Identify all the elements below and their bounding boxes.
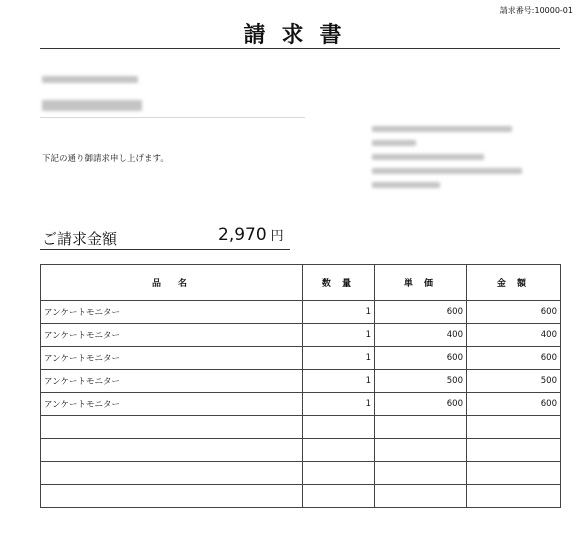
unit-price-cell	[375, 439, 467, 462]
column-header-amount: 金 額	[467, 265, 561, 301]
table-row	[41, 393, 561, 416]
column-header-unit-price: 単 価	[375, 265, 467, 301]
invoice-number: 請求番号:10000-01	[499, 6, 573, 15]
unit-price-cell: 400	[375, 324, 467, 347]
table-row	[41, 301, 561, 324]
table-row-empty	[41, 462, 561, 485]
item-name-cell: アンケートモニター	[41, 393, 303, 416]
recipient-underline	[40, 117, 305, 118]
item-name-cell: アンケートモニター	[41, 324, 303, 347]
table-header-row	[41, 265, 561, 301]
table-row	[41, 347, 561, 370]
item-name-cell	[41, 485, 303, 508]
table-row	[41, 370, 561, 393]
amount-label: ご請求金額	[42, 230, 118, 248]
table-row-empty	[41, 485, 561, 508]
amount-unit: 円	[270, 229, 284, 244]
amount-cell: 600	[467, 347, 561, 370]
table-row-empty	[41, 439, 561, 462]
item-name-cell: アンケートモニター	[41, 347, 303, 370]
amount-cell: 600	[467, 301, 561, 324]
greeting-text: 下記の通り御請求申し上げます。	[42, 154, 169, 164]
quantity-cell: 1	[303, 301, 375, 324]
item-name-cell: アンケートモニター	[41, 301, 303, 324]
quantity-cell	[303, 439, 375, 462]
amount-underline	[40, 249, 290, 250]
document-title: 請求書	[243, 23, 358, 48]
issuer-line-5-redacted	[372, 182, 440, 188]
unit-price-cell: 600	[375, 393, 467, 416]
issuer-line-4-redacted	[372, 168, 522, 174]
unit-price-cell: 600	[375, 347, 467, 370]
quantity-cell	[303, 416, 375, 439]
recipient-company-redacted	[42, 76, 138, 83]
item-name-cell: アンケートモニター	[41, 370, 303, 393]
issuer-line-2-redacted	[372, 140, 416, 146]
quantity-cell: 1	[303, 324, 375, 347]
amount-number: 2,970	[218, 225, 267, 245]
title-divider	[40, 48, 560, 49]
table-row	[41, 324, 561, 347]
quantity-cell: 1	[303, 370, 375, 393]
quantity-cell: 1	[303, 393, 375, 416]
issuer-line-1-redacted	[372, 126, 512, 132]
amount-cell	[467, 462, 561, 485]
column-header-item-name: 品 名	[41, 265, 303, 301]
amount-cell	[467, 485, 561, 508]
amount-cell: 400	[467, 324, 561, 347]
quantity-cell: 1	[303, 347, 375, 370]
table-row-empty	[41, 416, 561, 439]
issuer-line-3-redacted	[372, 154, 484, 160]
amount-cell	[467, 439, 561, 462]
amount-cell	[467, 416, 561, 439]
items-table	[40, 264, 561, 508]
item-name-cell	[41, 462, 303, 485]
column-header-quantity: 数 量	[303, 265, 375, 301]
recipient-name-redacted	[42, 100, 142, 111]
unit-price-cell	[375, 462, 467, 485]
amount-cell: 600	[467, 393, 561, 416]
unit-price-cell: 600	[375, 301, 467, 324]
amount-value	[218, 225, 284, 245]
item-name-cell	[41, 416, 303, 439]
quantity-cell	[303, 485, 375, 508]
unit-price-cell	[375, 416, 467, 439]
amount-cell: 500	[467, 370, 561, 393]
item-name-cell	[41, 439, 303, 462]
unit-price-cell	[375, 485, 467, 508]
unit-price-cell: 500	[375, 370, 467, 393]
quantity-cell	[303, 462, 375, 485]
